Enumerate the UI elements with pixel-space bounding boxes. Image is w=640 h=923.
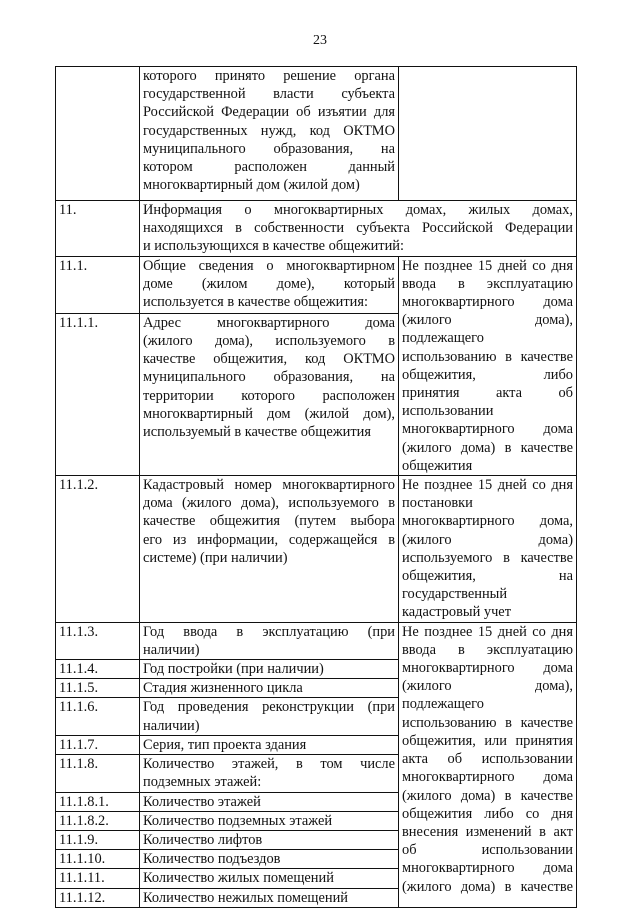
table-row bbox=[56, 67, 577, 201]
field-name-cell bbox=[140, 792, 399, 811]
text-line: Количество нежилых помещений bbox=[143, 889, 348, 906]
text-line: Стадия жизненного цикла bbox=[143, 680, 303, 697]
requirements-table bbox=[55, 66, 577, 908]
text-line: Количество подземных этажей bbox=[143, 812, 333, 829]
text-line: государственной власти субъекта bbox=[143, 86, 395, 103]
deadline-cell bbox=[399, 476, 577, 623]
row-number-cell bbox=[56, 755, 140, 792]
deadline-cell bbox=[399, 256, 577, 475]
row-number-cell bbox=[56, 869, 140, 888]
text-line: Не позднее 15 дней со дня bbox=[402, 477, 573, 494]
text-line: Кадастровый номер многоквартирного bbox=[143, 477, 395, 494]
field-name-cell bbox=[140, 679, 399, 698]
text-line: Серия, тип проекта здания bbox=[143, 736, 307, 753]
field-name-cell bbox=[140, 888, 399, 907]
text-line: Не позднее 15 дней со дня bbox=[402, 623, 573, 640]
text-line: наличии) bbox=[143, 717, 200, 734]
text-line: наличии) bbox=[143, 641, 200, 658]
text-line: общежития bbox=[402, 457, 473, 474]
text-line: многоквартирного дома bbox=[402, 294, 573, 311]
field-name-cell bbox=[140, 698, 399, 735]
row-number-cell bbox=[56, 735, 140, 754]
row-number: 11.1.8. bbox=[59, 756, 99, 773]
text-line: дома (жилого дома), используемого в bbox=[143, 495, 395, 512]
text-line: Количество лифтов bbox=[143, 831, 263, 848]
text-line: Адрес многоквартирного дома bbox=[143, 314, 395, 331]
text-line: (жилого дома) bbox=[402, 531, 573, 548]
deadline-cell bbox=[399, 622, 577, 907]
row-number-cell bbox=[56, 660, 140, 679]
text-line: (жилого дома), bbox=[402, 678, 573, 695]
field-name-cell bbox=[140, 735, 399, 754]
text-line: общежития, или принятия bbox=[402, 732, 573, 749]
text-line: (жилого дома) в качестве bbox=[402, 787, 573, 804]
table-row bbox=[56, 622, 577, 659]
text-line: государственных нужд, код ОКТМО bbox=[143, 122, 395, 139]
text-line: и использующихся в качестве общежитий: bbox=[143, 238, 404, 255]
text-line: государственный bbox=[402, 586, 508, 603]
row-number: 11.1.2. bbox=[59, 477, 99, 494]
row-number-cell bbox=[56, 256, 140, 313]
text-line: котором расположен данный bbox=[143, 159, 395, 176]
row-number-cell bbox=[56, 888, 140, 907]
text-line: акта об использовании bbox=[402, 751, 573, 768]
text-line: Российской Федерации об изъятии для bbox=[143, 104, 395, 121]
text-line: многоквартирного дома bbox=[402, 769, 573, 786]
row-number: 11.1.12. bbox=[59, 889, 106, 906]
text-line: (жилого дома) в качестве bbox=[402, 439, 573, 456]
text-line: внесения изменений в акт bbox=[402, 823, 573, 840]
text-line: Год ввода в эксплуатацию (при bbox=[143, 623, 395, 640]
row-number: 11.1.7. bbox=[59, 736, 99, 753]
field-name-cell bbox=[140, 622, 399, 659]
text-line: находящихся в собственности субъекта Российской Федерации bbox=[143, 220, 573, 237]
row-number: 11.1.8.1. bbox=[59, 793, 109, 810]
text-line: которого принято решение органа bbox=[143, 68, 395, 84]
text-line: муниципального образования, на bbox=[143, 369, 395, 386]
row-number: 11.1.6. bbox=[59, 699, 99, 716]
row-number-cell bbox=[56, 792, 140, 811]
field-name-cell bbox=[140, 660, 399, 679]
row-number: 11.1.10. bbox=[59, 851, 106, 868]
row-number-cell bbox=[56, 850, 140, 869]
text-line: (жилого дома) в качестве bbox=[402, 878, 573, 895]
section-heading-cell bbox=[140, 201, 577, 257]
row-number-cell bbox=[56, 476, 140, 623]
field-name-cell bbox=[140, 869, 399, 888]
text-line: кадастровый учет bbox=[402, 604, 511, 621]
row-number-cell bbox=[56, 679, 140, 698]
text-line: качестве общежития (путем выбора bbox=[143, 513, 395, 530]
text-line: использованию в качестве bbox=[402, 714, 573, 731]
text-line: общежития, на bbox=[402, 568, 573, 585]
row-number: 11.1. bbox=[59, 257, 88, 274]
row-number-cell bbox=[56, 201, 140, 257]
field-name-cell bbox=[140, 811, 399, 830]
table-row bbox=[56, 476, 577, 623]
text-line: подлежащего bbox=[402, 696, 484, 713]
field-name-cell bbox=[140, 755, 399, 792]
text-line: многоквартирного дома bbox=[402, 421, 573, 438]
text-line: муниципального образования, на bbox=[143, 140, 395, 157]
text-line: использовании bbox=[402, 403, 494, 420]
text-line: подлежащего bbox=[402, 330, 484, 347]
row-number: 11.1.9. bbox=[59, 831, 99, 848]
field-name-cell bbox=[140, 256, 399, 313]
row-number: 11.1.4. bbox=[59, 661, 99, 678]
text-line: об использовании bbox=[402, 842, 573, 859]
text-line: общежития либо со дня bbox=[402, 805, 573, 822]
row-number: 11.1.8.2. bbox=[59, 812, 109, 829]
text-line: подземных этажей: bbox=[143, 774, 262, 791]
text-line: Общие сведения о многоквартирном bbox=[143, 257, 395, 274]
deadline-cell bbox=[399, 67, 577, 201]
text-line: принятия акта об bbox=[402, 385, 573, 402]
text-line: общежития, либо bbox=[402, 366, 573, 383]
text-line: использованию в качестве bbox=[402, 348, 573, 365]
field-name-cell bbox=[140, 476, 399, 623]
row-number-cell bbox=[56, 67, 140, 201]
row-number-cell bbox=[56, 811, 140, 830]
row-number-cell bbox=[56, 313, 140, 475]
text-line: многоквартирного дома bbox=[402, 860, 573, 877]
text-line: Год проведения реконструкции (при bbox=[143, 699, 395, 716]
field-name-cell bbox=[140, 313, 399, 475]
text-line: (жилого дома), bbox=[402, 312, 573, 329]
text-line: Не позднее 15 дней со дня bbox=[402, 257, 573, 274]
field-name-cell bbox=[140, 67, 399, 201]
table-row bbox=[56, 201, 577, 257]
text-line: многоквартирного дома bbox=[402, 660, 573, 677]
row-number: 11. bbox=[59, 202, 77, 218]
text-line: многоквартирного дома, bbox=[402, 513, 573, 530]
text-line: (жилого дома), используемого в bbox=[143, 332, 395, 349]
text-line: Количество этажей, в том числе bbox=[143, 756, 395, 773]
text-line: Информация о многоквартирных домах, жилых домах, bbox=[143, 202, 573, 218]
text-line: используемого в качестве bbox=[402, 549, 573, 566]
text-line: используемый в качестве общежития bbox=[143, 423, 371, 440]
row-number: 11.1.1. bbox=[59, 314, 99, 331]
text-line: территории которого расположен bbox=[143, 387, 395, 404]
text-line: его из информации, содержащейся в bbox=[143, 531, 395, 548]
text-line: Количество жилых помещений bbox=[143, 870, 334, 887]
table-row bbox=[56, 256, 577, 313]
text-line: Год постройки (при наличии) bbox=[143, 661, 324, 678]
page-number: 23 bbox=[313, 33, 327, 48]
text-line: используется в качестве общежития: bbox=[143, 294, 368, 311]
text-line: Количество подъездов bbox=[143, 851, 281, 868]
row-number: 11.1.11. bbox=[59, 870, 105, 887]
row-number: 11.1.3. bbox=[59, 623, 99, 640]
row-number-cell bbox=[56, 698, 140, 735]
text-line: ввода в эксплуатацию bbox=[402, 275, 573, 292]
text-line: качестве общежития, код ОКТМО bbox=[143, 351, 395, 368]
field-name-cell bbox=[140, 850, 399, 869]
text-line: доме (жилом доме), который bbox=[143, 275, 395, 292]
row-number: 11.1.5. bbox=[59, 680, 99, 697]
text-line: постановки bbox=[402, 495, 473, 512]
text-line: многоквартирный дом (жилой дом) bbox=[143, 177, 360, 194]
row-number-cell bbox=[56, 830, 140, 849]
field-name-cell bbox=[140, 830, 399, 849]
text-line: ввода в эксплуатацию bbox=[402, 641, 573, 658]
row-number-cell bbox=[56, 622, 140, 659]
text-line: Количество этажей bbox=[143, 793, 261, 810]
text-line: многоквартирный дом (жилой дом), bbox=[143, 405, 395, 422]
text-line: системе) (при наличии) bbox=[143, 549, 288, 566]
